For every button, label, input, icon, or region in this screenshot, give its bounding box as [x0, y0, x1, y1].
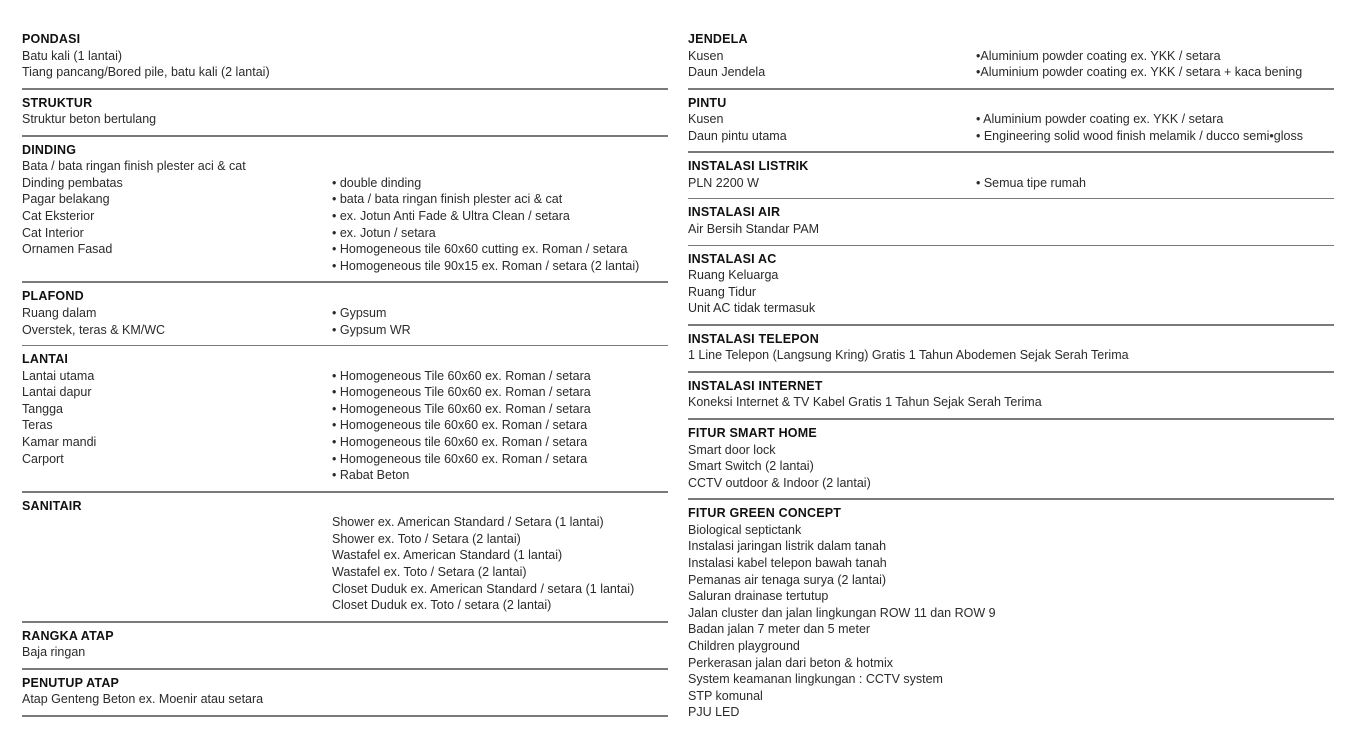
spec-line: Baja ringan: [22, 645, 86, 660]
spec-label: Carport: [22, 451, 64, 466]
spec-value: • ex. Jotun / setara: [332, 225, 436, 240]
section-heading: INSTALASI TELEPON: [688, 331, 819, 346]
spec-row: [22, 208, 668, 225]
section-lantai: [22, 351, 668, 493]
spec-value: • Homogeneous tile 60x60 ex. Roman / setara: [332, 435, 588, 449]
spec-label: Lantai dapur: [22, 385, 92, 400]
spec-row: [22, 417, 668, 434]
spec-label: Cat Eksterior: [22, 209, 95, 224]
spec-line: Perkerasan jalan dari beton & hotmix: [688, 655, 893, 670]
spec-line: Tiang pancang/Bored pile, batu kali (2 lantai): [22, 65, 270, 80]
spec-line: STP komunal: [688, 688, 763, 703]
spec-label: Overstek, teras & KM/WC: [22, 322, 166, 337]
spec-line: Closet Duduk ex. American Standard / setara (1 lantai): [332, 581, 635, 596]
section-fitur-green-concept: [688, 505, 1334, 728]
right-column: [688, 31, 1334, 733]
spec-label: Dinding pembatas: [22, 175, 123, 190]
section-dinding: [22, 142, 668, 284]
section-heading: INSTALASI AC: [688, 251, 777, 266]
spec-line: Pemanas air tenaga surya (2 lantai): [688, 572, 887, 587]
spec-value: • Homogeneous Tile 60x60 ex. Roman / setara: [332, 368, 591, 383]
spec-row: [688, 175, 1334, 192]
section-heading: DINDING: [22, 142, 77, 157]
spec-label: Kusen: [688, 48, 724, 63]
section-rangka-atap: [22, 628, 668, 670]
spec-line: 1 Line Telepon (Langsung Kring) Gratis 1 Tahun Abodemen Sejak Serah Terima: [688, 348, 1129, 363]
section-heading: STRUKTUR: [22, 95, 93, 110]
spec-label: Pagar belakang: [22, 192, 110, 207]
spec-label: Ruang dalam: [22, 305, 97, 320]
section-heading: PINTU: [688, 95, 727, 110]
spec-row: [22, 305, 668, 322]
spec-line: Badan jalan 7 meter dan 5 meter: [688, 622, 871, 637]
spec-value: • Homogeneous tile 60x60 ex. Roman / setara: [332, 451, 588, 466]
spec-line: Smart Switch (2 lantai): [688, 459, 814, 474]
spec-label: Tangga: [22, 401, 64, 416]
spec-line: Closet Duduk ex. Toto / setara (2 lantai): [332, 598, 552, 613]
section-heading: FITUR SMART HOME: [688, 426, 817, 441]
spec-label: Cat Interior: [22, 225, 84, 240]
section-heading: FITUR GREEN CONCEPT: [688, 506, 842, 521]
spec-line: Instalasi jaringan listrik dalam tanah: [688, 539, 887, 554]
spec-line: Children playground: [688, 638, 800, 653]
spec-value: •Aluminium powder coating ex. YKK / setara: [976, 48, 1221, 63]
section-heading: PLAFOND: [22, 289, 84, 304]
spec-row: [22, 384, 668, 401]
spec-line: Smart door lock: [688, 442, 776, 457]
section-instalasi-ac: [688, 251, 1334, 326]
spec-value: • Homogeneous tile 60x60 cutting ex. Roman / setara: [332, 242, 628, 257]
section-jendela: [688, 31, 1334, 90]
section-pondasi: [22, 31, 668, 90]
left-column: [22, 31, 668, 722]
spec-line: Instalasi kabel telepon bawah tanah: [688, 556, 887, 570]
spec-line: Ruang Tidur: [688, 284, 757, 299]
spec-row: [22, 241, 668, 258]
spec-line: Unit AC tidak termasuk: [688, 301, 816, 316]
spec-value: • Homogeneous tile 60x60 ex. Roman / setara: [332, 418, 588, 433]
spec-line: Jalan cluster dan jalan lingkungan ROW 11 dan ROW 9: [688, 605, 996, 620]
spec-value: • Gypsum: [332, 305, 387, 320]
spec-value: • Aluminium powder coating ex. YKK / setara: [976, 112, 1224, 127]
spec-row: [688, 48, 1334, 65]
spec-row: [22, 191, 668, 208]
spec-line: Atap Genteng Beton ex. Moenir atau setara: [22, 692, 264, 707]
spec-line: Air Bersih Standar PAM: [688, 221, 820, 236]
section-instalasi-listrik: [688, 158, 1334, 199]
spec-row: [688, 111, 1334, 128]
spec-value: • Homogeneous Tile 60x60 ex. Roman / setara: [332, 385, 591, 400]
section-sanitair: [22, 498, 668, 623]
spec-row: [22, 175, 668, 192]
spec-row: [22, 401, 668, 418]
spec-row: [22, 322, 668, 339]
spec-line: Wastafel ex. Toto / Setara (2 lantai): [332, 565, 527, 580]
spec-label: Daun Jendela: [688, 65, 766, 80]
spec-value: • bata / bata ringan finish plester aci & cat: [332, 192, 563, 207]
spec-value: • Rabat Beton: [332, 468, 410, 483]
spec-line: Koneksi Internet & TV Kabel Gratis 1 Tahun Sejak Serah Terima: [688, 395, 1042, 410]
spec-line: Struktur beton bertulang: [22, 112, 157, 127]
spec-value: • double dinding: [332, 175, 422, 190]
spec-label: Teras: [22, 418, 53, 433]
section-instalasi-internet: [688, 378, 1334, 420]
spec-label: Ornamen Fasad: [22, 242, 113, 257]
section-penutup-atap: [22, 675, 668, 717]
spec-line: Biological septictank: [688, 522, 802, 537]
section-struktur: [22, 95, 668, 137]
spec-line: Wastafel ex. American Standard (1 lantai): [332, 548, 563, 563]
section-heading: INSTALASI LISTRIK: [688, 159, 809, 174]
section-heading: RANGKA ATAP: [22, 628, 114, 643]
section-fitur-smart-home: [688, 425, 1334, 500]
spec-row: [688, 64, 1334, 81]
spec-row: [22, 434, 668, 451]
spec-line: PJU LED: [688, 705, 740, 720]
spec-label: Lantai utama: [22, 368, 95, 383]
spec-line: Ruang Keluarga: [688, 268, 779, 283]
spec-row: [22, 225, 668, 242]
spec-line: Saluran drainase tertutup: [688, 589, 829, 604]
spec-line: System keamanan lingkungan : CCTV system: [688, 672, 943, 687]
spec-value: •Aluminium powder coating ex. YKK / setara + kaca bening: [976, 65, 1303, 80]
section-plafond: [22, 288, 668, 346]
spec-line: Batu kali (1 lantai): [22, 48, 123, 63]
section-heading: LANTAI: [22, 352, 69, 367]
spec-value: • Homogeneous tile 90x15 ex. Roman / setara (2 lantai): [332, 258, 640, 273]
spec-row: [22, 368, 668, 385]
spec-value: • Engineering solid wood finish melamik / ducco semi•gloss: [976, 128, 1303, 143]
spec-line: Shower ex. Toto / Setara (2 lantai): [332, 531, 521, 546]
spec-value: • Gypsum WR: [332, 322, 411, 337]
spec-label: Kusen: [688, 112, 724, 127]
spec-row: [22, 451, 668, 468]
spec-label: PLN 2200 W: [688, 175, 759, 190]
section-instalasi-telepon: [688, 331, 1334, 373]
spec-label: Kamar mandi: [22, 435, 97, 449]
section-instalasi-air: [688, 204, 1334, 245]
spec-row: [688, 128, 1334, 145]
section-pintu: [688, 95, 1334, 154]
section-heading: INSTALASI AIR: [688, 205, 781, 220]
section-heading: PENUTUP ATAP: [22, 675, 120, 690]
section-heading: INSTALASI INTERNET: [688, 378, 823, 393]
spec-label: Daun pintu utama: [688, 128, 787, 143]
section-heading: PONDASI: [22, 32, 81, 46]
spec-line: CCTV outdoor & Indoor (2 lantai): [688, 475, 871, 490]
spec-value: • Homogeneous Tile 60x60 ex. Roman / setara: [332, 401, 591, 416]
section-heading: JENDELA: [688, 32, 748, 46]
spec-value: • Semua tipe rumah: [976, 175, 1086, 190]
spec-line: Shower ex. American Standard / Setara (1 lantai): [332, 515, 604, 530]
spec-value: • ex. Jotun Anti Fade & Ultra Clean / setara: [332, 209, 570, 224]
spec-line: Bata / bata ringan finish plester aci & cat: [22, 159, 246, 174]
section-heading: SANITAIR: [22, 498, 82, 513]
